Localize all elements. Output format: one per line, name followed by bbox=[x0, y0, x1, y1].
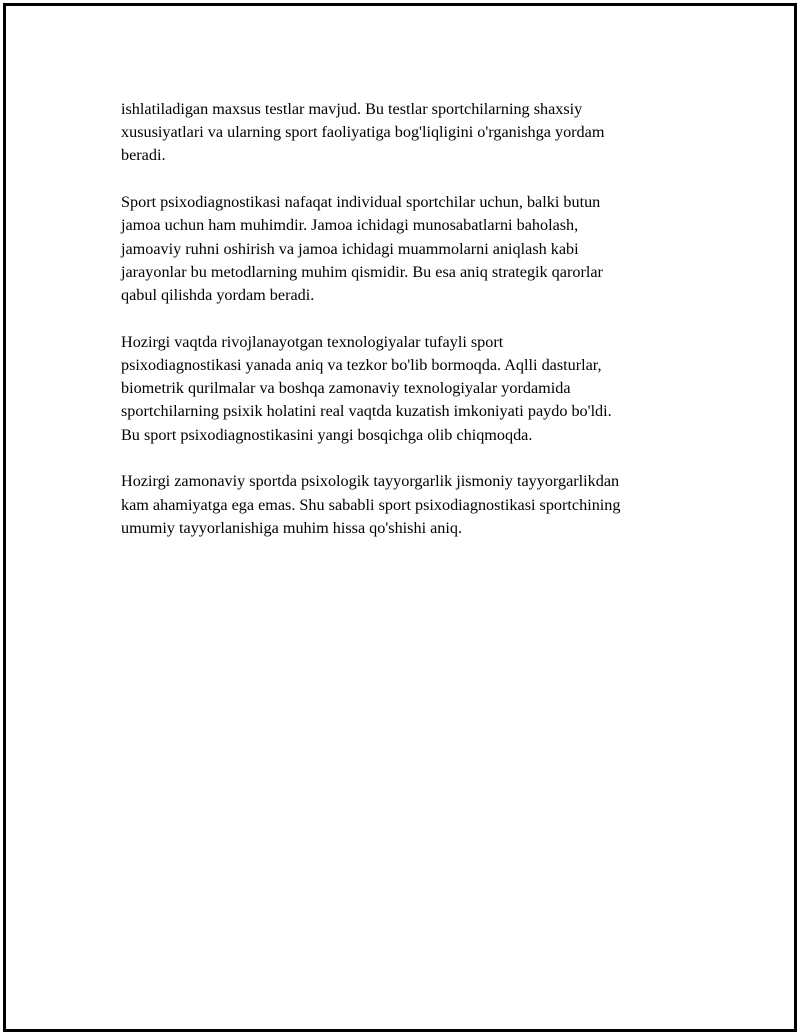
text-line: Hozirgi zamonaviy sportda psixologik tayyorgarlik jismoniy tayyorgarlikdan bbox=[121, 472, 620, 491]
paragraph bbox=[121, 191, 701, 307]
text-line: xususiyatlari va ularning sport faoliyatiga bog'liqligini o'rganishga yordam bbox=[121, 123, 605, 142]
text-line: Hozirgi vaqtda rivojlanayotgan texnologiyalar tufayli sport bbox=[121, 332, 504, 351]
paragraph bbox=[121, 470, 701, 540]
page-border bbox=[3, 3, 797, 1032]
document-body bbox=[121, 98, 701, 564]
text-line: psixodiagnostikasi yanada aniq va tezkor bo'lib bormoqda. Aqlli dasturlar, bbox=[121, 356, 602, 375]
paragraph bbox=[121, 331, 701, 447]
text-line: umumiy tayyorlanishiga muhim hissa qo'shishi aniq. bbox=[121, 518, 463, 537]
text-line: jamoa uchun ham muhimdir. Jamoa ichidagi munosabatlarni baholash, bbox=[121, 216, 579, 235]
text-line: ishlatiladigan maxsus testlar mavjud. Bu testlar sportchilarning shaxsiy bbox=[121, 100, 583, 118]
text-line: Sport psixodiagnostikasi nafaqat individual sportchilar uchun, balki butun bbox=[121, 193, 601, 212]
text-line: qabul qilishda yordam beradi. bbox=[121, 286, 315, 305]
text-line: jamoaviy ruhni oshirish va jamoa ichidagi muammolarni aniqlash kabi bbox=[121, 239, 579, 258]
text-line: biometrik qurilmalar va boshqa zamonaviy texnologiyalar yordamida bbox=[121, 379, 571, 398]
text-line: Bu sport psixodiagnostikasini yangi bosqichga olib chiqmoqda. bbox=[121, 425, 533, 444]
text-line: jarayonlar bu metodlarning muhim qismidir. Bu esa aniq strategik qarorlar bbox=[121, 262, 603, 281]
text-line: kam ahamiyatga ega emas. Shu sababli sport psixodiagnostikasi sportchining bbox=[121, 495, 621, 514]
paragraph bbox=[121, 98, 701, 168]
text-line: beradi. bbox=[121, 146, 166, 165]
text-line: sportchilarning psixik holatini real vaqtda kuzatish imkoniyati paydo bo'ldi. bbox=[121, 402, 612, 421]
